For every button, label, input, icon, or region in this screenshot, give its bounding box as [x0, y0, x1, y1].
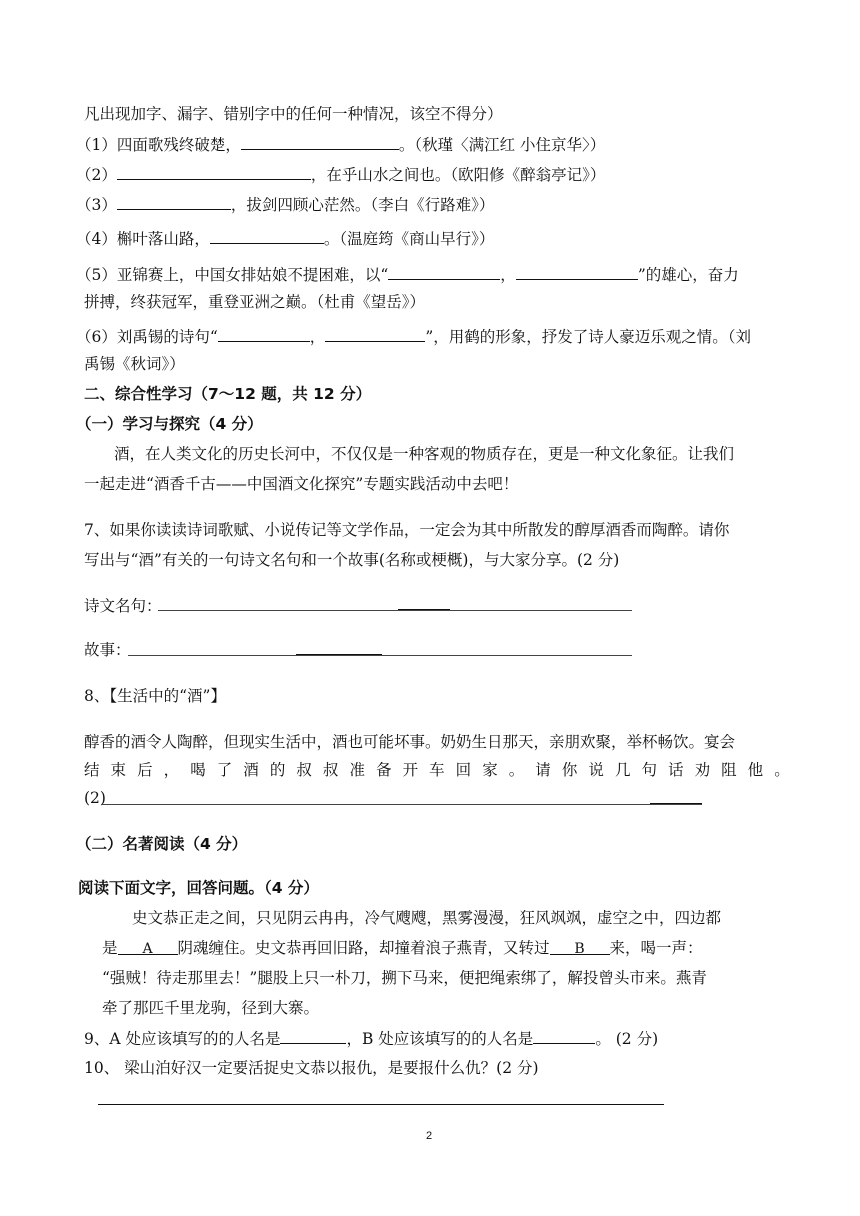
q8-char: 话	[668, 761, 684, 779]
passage-line-2	[102, 938, 703, 958]
q8-char: 回	[455, 761, 472, 779]
q-line-3-pre: （3）	[76, 196, 117, 214]
answer-blank[interactable]	[280, 1028, 346, 1044]
passage-text: 是	[102, 939, 118, 957]
subsection-1-title: （一）学习与探究（4 分）	[76, 415, 263, 433]
answer-blank[interactable]	[325, 326, 425, 342]
q8-char: 阻	[721, 761, 737, 779]
q-line-1-post: 。（秋瑾〈满江红 小住京华〉）	[398, 136, 606, 154]
answer-blank[interactable]	[388, 264, 500, 280]
q-line-4-post: 。（温庭筠《商山早行》）	[323, 230, 495, 248]
q8-char: 。	[508, 761, 525, 779]
q-line-2	[76, 164, 605, 185]
q9-line	[84, 1028, 658, 1049]
q8-char: 几	[614, 761, 631, 779]
q-line-5-post: ”的雄心，奋力	[637, 266, 739, 284]
poem-label: 诗文名句：	[84, 597, 162, 615]
passage-line-1: 史文恭正走之间，只见阴云冉冉，冷气飕飕，黑雾漫漫，狂风飒飒，虚空之中，四边都	[132, 909, 722, 927]
q10-answer-line[interactable]	[98, 1104, 664, 1105]
poem-answer-line[interactable]	[158, 610, 632, 611]
q8-answer-mark	[650, 803, 702, 804]
q8-char: 叔	[322, 761, 339, 779]
q-line-4-pre: （4）槲叶落山路，	[76, 230, 210, 248]
poem-answer-mark	[398, 609, 450, 610]
q-line-6b: 禹锡《秋词》）	[84, 355, 185, 373]
q-line-3-post: ，拔剑四顾心茫然。（李白《行路难》）	[230, 196, 495, 214]
intro-note: 凡出现加字、漏字、错别字中的任何一种情况，该空不得分）	[84, 105, 503, 123]
q8-char: 劝	[694, 761, 711, 779]
q8-title: 8、【生活中的“酒”】	[84, 687, 226, 705]
q7-line-1: 7、如果你读读诗词歌赋、小说传记等文学作品，一定会为其中所散发的醇厚酒香而陶醉。请你	[84, 521, 730, 539]
answer-blank[interactable]	[533, 1028, 595, 1044]
q9-text: 。 (2 分)	[595, 1030, 659, 1048]
blank-a-label: A	[142, 941, 153, 957]
q8-char: ，	[163, 761, 180, 779]
q8-char: 开	[402, 761, 419, 779]
answer-blank[interactable]	[117, 194, 231, 210]
q8-char: 的	[269, 761, 286, 779]
q8-char: 他	[747, 761, 764, 779]
intro-paragraph-2: 一起走进“酒香千古——中国酒文化探究”专题实践活动中去吧！	[84, 475, 519, 493]
answer-blank[interactable]	[516, 264, 638, 280]
answer-blank[interactable]	[241, 134, 399, 150]
q-line-4	[76, 228, 494, 249]
q-line-5-mid: ，	[500, 266, 516, 284]
passage-line-4: 牵了那匹千里龙驹，径到大寨。	[102, 999, 320, 1017]
page-number: 2	[426, 1130, 433, 1142]
q-line-6-post: ”，用鹤的形象，抒发了诗人豪迈乐观之情。（刘	[425, 328, 751, 346]
passage-text: 阴魂缠住。史文恭再回旧路，却撞着浪子燕青，又转过	[177, 939, 550, 957]
q8-char: 说	[588, 761, 604, 779]
q8-char: 束	[110, 761, 127, 779]
q9-text: 9、A 处应该填写的的人名是	[84, 1030, 281, 1048]
q8-char: 结	[84, 761, 100, 779]
q-line-5	[76, 264, 739, 285]
q8-char: 备	[376, 761, 392, 779]
intro-paragraph-1: 酒，在人类文化的历史长河中，不仅仅是一种客观的物质存在，更是一种文化象征。让我们	[114, 445, 735, 463]
q8-char: 喝	[190, 761, 206, 779]
q8-char: 叔	[296, 761, 312, 779]
q-line-1	[76, 134, 605, 155]
subsection-2-title: （二）名著阅读（4 分）	[76, 835, 248, 853]
q-line-6	[76, 326, 751, 347]
story-answer-mark	[296, 654, 382, 655]
section-2-title: 二、综合性学习（7～12 题，共 12 分）	[84, 385, 372, 403]
q8-answer-prefix: (2)	[84, 789, 106, 807]
q8-char: 了	[216, 761, 233, 779]
q8-char: 句	[641, 761, 657, 779]
blank-b	[550, 939, 610, 955]
answer-blank[interactable]	[218, 326, 310, 342]
q8-char: 。	[774, 761, 790, 779]
answer-blank[interactable]	[117, 164, 311, 180]
answer-blank[interactable]	[210, 228, 324, 244]
story-label: 故事：	[84, 641, 131, 659]
blank-b-label: B	[574, 941, 585, 957]
reading-title: 阅读下面文字，回答问题。（4 分）	[78, 879, 319, 897]
q8-char: 家	[482, 761, 498, 779]
passage-line-3: “强贼！待走那里去！”腿股上只一朴刀，搠下马来，便把绳索绑了，解投曾头市来。燕青	[102, 969, 707, 987]
q7-line-2: 写出与“酒”有关的一句诗文名句和一个故事(名称或梗概)，与大家分享。(2 分)	[84, 551, 620, 569]
q-line-2-post: ，在乎山水之间也。（欧阳修《醉翁亭记》）	[310, 166, 606, 184]
q-line-5b: 拼搏，终获冠军，重登亚洲之巅。（杜甫《望岳》）	[84, 293, 426, 311]
q8-char: 你	[561, 761, 578, 779]
q-line-1-pre: （1）四面歌残终破楚，	[76, 136, 241, 154]
q8-line-1: 醇香的酒令人陶醉，但现实生活中，酒也可能坏事。奶奶生日那天，亲朋欢聚，举杯畅饮。宴会	[84, 733, 736, 751]
q8-char: 后	[137, 761, 153, 779]
q8-char: 准	[349, 761, 365, 779]
q8-char: 请	[535, 761, 551, 779]
q-line-6-mid: ，	[309, 328, 326, 346]
q8-char: 车	[429, 761, 445, 779]
q8-line-2	[84, 760, 790, 780]
q-line-3	[76, 194, 494, 215]
q10-line: 10、 梁山泊好汉一定要活捉史文恭以报仇，是要报什么仇？(2 分)	[84, 1059, 539, 1077]
passage-text: 来，喝一声：	[609, 939, 703, 957]
q9-text: ，B 处应该填写的的人名是	[346, 1030, 534, 1048]
q8-answer-line[interactable]	[102, 804, 702, 805]
story-answer-line[interactable]	[128, 655, 632, 656]
q-line-6-pre: （6）刘禹锡的诗句“	[76, 328, 218, 346]
q-line-2-pre: （2）	[76, 166, 117, 184]
q8-char: 酒	[243, 761, 259, 779]
blank-a	[118, 939, 178, 955]
q-line-5-pre: （5）亚锦赛上，中国女排姑娘不提困难，以“	[76, 266, 389, 284]
